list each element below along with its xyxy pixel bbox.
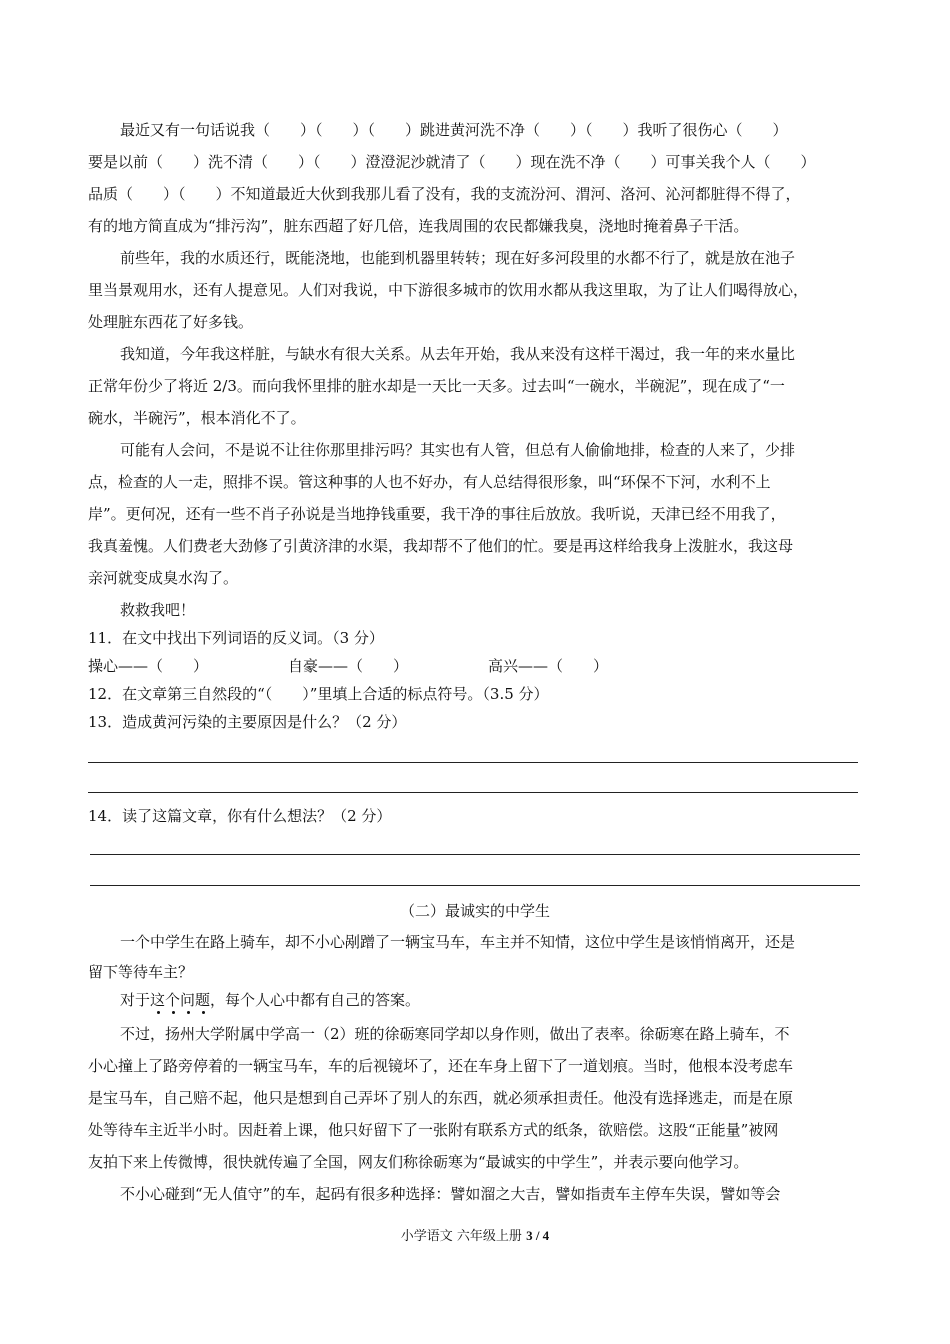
text-fragment: ，每个人心中都有自己的答案。	[210, 991, 421, 1009]
passage1-line: 里当景观用水，还有人提意见。人们对我说，中下游很多城市的饮用水都从我这里取，为了让人们喝得放心，	[88, 281, 809, 299]
passage2-line: 处等待车主近半小时。因赶着上课，他只好留下了一张附有联系方式的纸条，欲赔偿。这股“正能量”被网	[88, 1121, 779, 1139]
passage2-line: 小心撞上了路旁停着的一辆宝马车，车的后视镜坏了，还在车身上留下了一道划痕。当时，他根本没考虑车	[88, 1057, 794, 1075]
antonym-item: 操心——（ ）	[88, 657, 209, 675]
question-13: 13．造成黄河污染的主要原因是什么？（2 分）	[88, 713, 407, 731]
emphasis-dot	[172, 1011, 175, 1014]
passage2-line: 不小心碰到“无人值守”的车，起码有很多种选择：譬如溜之大吉，譬如指责车主停车失误，譬如等会	[120, 1185, 781, 1203]
emphasis-dot	[187, 1011, 190, 1014]
passage1-line: 最近又有一句话说我（ ）（ ）（ ）跳进黄河洗不净（ ）（ ）我听了很伤心（ ）	[120, 121, 788, 139]
passage1-line: 救救我吧！	[120, 601, 196, 619]
emphasis-dot	[202, 1011, 205, 1014]
page-number: 3 / 4	[526, 1228, 550, 1243]
passage2-line: 不过，扬州大学附属中学高一（2）班的徐砺寒同学却以身作则，做出了表率。徐砺寒在路上骑车，不	[120, 1025, 790, 1043]
passage1-line: 碗水，半碗污”，根本消化不了。	[88, 409, 306, 427]
question-14: 14．读了这篇文章，你有什么想法？（2 分）	[88, 807, 392, 825]
passage1-line: 我知道，今年我这样脏，与缺水有很大关系。从去年开始，我从来没有这样干渴过，我一年的来水量比	[120, 345, 796, 363]
passage2-line: 一个中学生在路上骑车，却不小心剐蹭了一辆宝马车，车主并不知情，这位中学生是该悄悄离开，还是	[120, 933, 796, 951]
passage1-line: 有的地方简直成为“排污沟”，脏东西超了好几倍，连我周围的农民都嫌我臭，浇地时掩着鼻子干活。	[88, 217, 749, 235]
text-fragment: 对于	[120, 991, 151, 1009]
antonym-item: 高兴——（ ）	[488, 657, 609, 675]
footer-label: 小学语文 六年级上册	[400, 1229, 527, 1244]
page-footer	[0, 1226, 950, 1247]
antonym-item: 自豪——（ ）	[288, 657, 409, 675]
answer-line[interactable]	[88, 792, 858, 793]
passage1-line: 前些年，我的水质还行，既能浇地，也能到机器里转转；现在好多河段里的水都不行了，就是放在池子	[120, 249, 796, 267]
answer-line[interactable]	[90, 854, 860, 855]
answer-line[interactable]	[88, 762, 858, 763]
passage1-line: 我真羞愧。人们费老大劲修了引黄济津的水渠，我却帮不了他们的忙。要是再这样给我身上泼脏水，我这母	[88, 537, 794, 555]
passage2-line	[120, 990, 420, 1010]
passage1-line: 要是以前（ ）洗不清（ ）（ ）澄澄泥沙就清了（ ）现在洗不净（ ）可事关我个人（ ）	[88, 153, 816, 171]
answer-line[interactable]	[90, 885, 860, 886]
passage1-line: 处理脏东西花了好多钱。	[88, 313, 254, 331]
passage1-line: 品质（ ）（ ）不知道最近大伙到我那儿看了没有，我的支流汾河、渭河、洛河、沁河都脏得不得了，	[88, 185, 801, 203]
passage1-line: 点，检查的人一走，照排不误。管这种事的人也不好办，有人总结得很形象，叫“环保不下河，水利不上	[88, 473, 771, 491]
passage1-line: 可能有人会问，不是说不让往你那里排污吗？其实也有人管，但总有人偷偷地排，检查的人来了，少排	[120, 441, 796, 459]
passage2-line: 友拍下来上传微博，很快就传遍了全国，网友们称徐砺寒为“最诚实的中学生”，并表示要向他学习。	[88, 1153, 749, 1171]
emphasized-text: 这个问题	[150, 991, 211, 1009]
passage1-line: 正常年份少了将近 2/3。而向我怀里排的脏水却是一天比一天多。过去叫“一碗水，半碗泥”，现在成了“一	[88, 377, 785, 395]
passage2-line: 留下等待车主？	[88, 963, 194, 981]
passage2-title: （二）最诚实的中学生	[399, 902, 550, 920]
question-12: 12．在文章第三自然段的“（ ）”里填上合适的标点符号。（3.5 分）	[88, 685, 549, 703]
passage2-line: 是宝马车，自己赔不起，他只是想到自己弄坏了别人的东西，就必须承担责任。他没有选择逃走，而是在原	[88, 1089, 794, 1107]
emphasis-dot	[157, 1011, 160, 1014]
passage1-line: 岸”。更何况，还有一些不肖子孙说是当地挣钱重要，我干净的事往后放放。我听说，天津已经不用我了，	[88, 505, 786, 523]
question-11: 11．在文中找出下列词语的反义词。（3 分）	[88, 629, 384, 647]
passage1-line: 亲河就变成臭水沟了。	[88, 569, 239, 587]
